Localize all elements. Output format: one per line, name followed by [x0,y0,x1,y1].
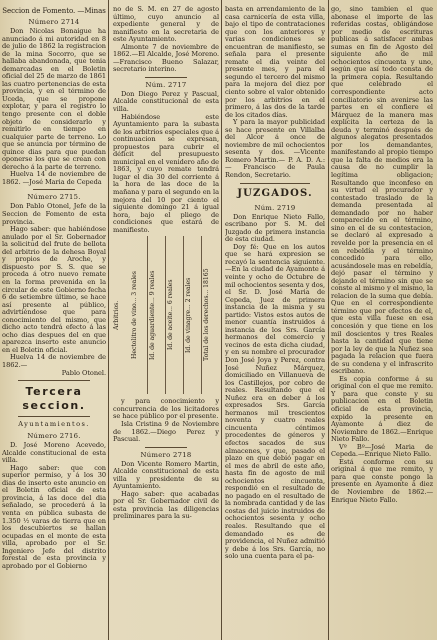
notice-body: basta en arrendamiento de la casa carnicería de esta villa, bajo el tipo de contrataciones que con los anteriores y varias condiciones se encuentran de manifiesto, se señala para el presente remate el dia veinte del presente mes, y para el segundo el tercero del mismo para la mejora del diez por ciento sobre el valor obtenido por los arbitrios en el primero, á las dos de la tarde de los citados días. [225,6,325,119]
divider [33,189,75,190]
notice-signature: Huelva 14 de noviembre de 1862. —José Maria de Cepeda [2,170,106,186]
section-title: JUZGADOS. [237,187,313,199]
notice-body: Es copia conforme á su original con el que me remito. Y para que conste y su publicacion en el Boletin oficial de esta provincia, expido la presente en Ayamonte á diez de Noviembre de 1862.—Enrique Nieto Fallo. [331,374,433,444]
notice-body: go, sino tambien el que abonase el importe de las referidas costas, obligándose por medio de escrituras publicas á satisfacer ambas sumas en fin de Agosto del siguiente año de mil ochocientos cincuenta y uno, según que así todo consta de la primera copia. Resultando que celebrado el correspondiente acto conciliatorio sin avenirse las partes en el confiere el Márquez de la manera mas explícita la certeza de la deuda y terminó después de algunos alegatos presentados por los demandantes, manifestando al propio tiempo que la falta de medios era la causa de no cumplir la legítima obligacion; Resultando que inconfeso en su virtud el procurador y contestado traslado de la demanda presentada al demandado por no haber comparecido en el término, sino en el de su contestacion, se declaró al expresado a revelde por la presencia en el en rebeldía y el término concedido para ello, acusándosele mas en rebeldía, dejó pasar el término y dejando el término sin que se conste al mismo y el mismo, la relacion de la suma que debía. Que en el correspondiente término que por efectos de el, que esta villa fuese en esa concesión y que tiene en los mil doscientos y tres Reales hasta la cantidad que tiene por la ley de que la Nuñez sea pagada la relacion que fuera de su condena y el infrascrito escribano. [331,6,433,376]
column-rule [221,0,222,640]
notice-body: Don Diego Perez y Pascual, Alcalde constitucional de esta villa. [113,89,219,114]
notice-body: no de S. M. en 27 de agosto último, cuyo anuncio al expediente general y de manifiesto en la secretaria de este Ayuntamiento. [113,6,219,44]
section-title: Tercera seccion. [22,385,86,413]
divider [240,183,310,184]
divider [145,447,187,448]
subsection-title: Ayuntamientos. [18,420,90,429]
table-cell: Id. de aceite... 6 reales [167,236,184,394]
notice-signature: Huelva 14 de noviembre de 1862.— [2,353,106,369]
notice-body: Hago saber: que acabadas por el Sr. Gobernador civil de esta provincia las diligencias preliminares para la su- [113,489,219,521]
notice-signature: Isla Cristina 9 de Noviembre de 1862.—Diego Perez y Pascual. [113,419,219,444]
notice-body: D. José Moreno Acevedo, Alcalde constitucional de esta villa. [2,441,106,465]
table-cell: Hectolitro de vino... 3 reales [131,236,148,394]
notice-body: Habiéndose este Ayuntamiento para la subasta de los arbitrios especiales que á continuacion se expresan, propuestos para cubrir el déficit del presupuesto municipal en el venidero año de 1863, y cuyo remate tendrá lugar el dia 30 del corriente á la hora de las doce de la mañana y para el segundo en la mejora del 10 por ciento el siguiente domingo 21 á igual hora, bajo el pliego de condiciones que estará de manifiesto. [113,112,219,234]
column-3 [225,6,325,636]
table-cell: Id. de vinagre... 2 reales [185,236,202,394]
notice-number: Núm. 2719 [254,203,296,212]
notice-signature: Almonte 7 de noviembre de 1862.—El Alcalde, José Moreno.—Francisco Bueno Salazar, secretario interino. [113,42,219,74]
notice-number: Número 2715. [27,193,81,202]
notice-body: Está conforme con su original á que me remito, y para que conste pongo la presente en Ayamonte á diez de Noviembre de 1862.—Enrique Nieto Fallo. [331,457,433,504]
notice-body: Don Pablo Otonel, Jefe de la Seccion de Fomento de esta provincia. [2,202,106,226]
arbitrios-table [113,236,219,396]
notice-body: Hago saber: que con superior permiso, y á los 30 dias de inserto este anuncio en el Boletin oficial de esta provincia, á las doce del dia señalado, se procederá á la venta en pública subasta de 1.350 ½ varas de tierra que en los descubiertos se hallan ocupadas en el monte de esta villa, aprobado por el Sr. Ingeniero Jefe del distrito forestal de esta provincia y aprobado por el Gobierno [2,463,106,570]
notice-body: Don Vicente Romero Martin, Alcalde constitucional de esta villa y presidente de su Ayuntamiento. [113,459,219,491]
notice-signature: Pablo Otonel. [61,368,106,377]
notice-number: Número 2714 [28,18,80,26]
notice-number: Número 2718 [140,450,192,459]
notice-body: y para conocimiento y concurrencia de los licitadores se hace público por el presente. [113,397,219,421]
column-rule [328,0,329,640]
table-cell: Total de los derechos... 18165 [203,236,219,394]
column-4 [331,6,433,636]
notice-body: Hago saber: que habiéndose anulado por el Sr. Gobernador la solicitud del frute de bellota del arbitrio de la dehesa Boyal y propios de Aroche, y dispuesto por S. S. que se proceda á otro nuevo remate en la forma prevenida en la circular de este Gobierno fecha 6 de setiembre último, se hace así presente al público, advirtiéndose que para conocimiento del mismo, que dicho acto tendrá efecto á las ocho dias despues del en que aparezca inserto este anuncio en el Boletin oficial. [2,225,106,354]
notice-body: Doy fé: Que en los autos que se hará expresion se recayó la sentencia siguiente.—En la ciudad de Ayamonte á veinte y ocho de Octubre de mil ochocientos sesenta y dos, el Sr. D. José Maria de Cepeda, Juez de primera instancia de la misma y su partido: Vistos estos autos de menor cuantía instruidos á instancia de los Srs. García hermanos del comercio y vecinos de esta dicha ciudad, y en su nombre el procurador Don José Joya y Perez, contra José Nuñez Márquez, domiciliado en Villanueva de los Castillejos, por cobro de reales. Resultando que el Nuñez era en deber á los expresados Srs. García hermanos mil trescientos noventa y cuatro reales cincuenta céntimos procedentes de géneros y efectos sacados de sus almacenes, y que, pasado el plazo en que debió pagar en el mes de abril de este año, hasta fin de agosto de mil ochocientos cincuenta, respondió en el resultado de no pagado en el resultado de la nombrada cantidad y de las costas del juicio instruidos de ochocientos sesenta y ocho reales. Resultando que el demandado es de providencia, el Nuñez admitió y debe á los Srs. García, no solo una cuenta para el pa- [225,242,325,561]
notice-body: Don Nicolas Bonaigue ha anunciado á mi autoridad en 8 de julio de 1862 la registracion de la mina Socorro, que se hallaba abandonada, que tenia demarcadas en el Boletin oficial del 25 de marzo de 1861 las cuatro pertenencias de esta provincia, y en el término de Uceda, que se propone explotar, y para el registro lo tengo presente con el doble objeto de considerarlo y remitirlo en tiempo en cualquier parte de terreno. Lo que se anuncia por término de quince dias para que puedan oponerse los que se crean con derecho á la parte de terreno. [2,27,106,171]
divider [18,380,91,381]
notice-number: Núm. 2717 [145,80,187,89]
notice-number: Número 2716. [27,432,81,441]
table-cell: Arbitrios. [113,300,120,330]
divider [145,77,187,78]
table-cell: Id. de aguardiente... 9 reales [149,236,166,394]
section-header: Seccion de Fomento. —Minas [2,7,106,15]
notice-body: Y para la mayor publicidad se hace presente en Villalba del Alcor á once de noviembre de mil ochocientos sesenta y dos. —Vicente Romero Martin.— P. A. D. A.:— Francisco de Paula Rendon, Secretario. [225,118,325,180]
notice-signature: Vº Bº—José Maria de Cepeda.—Enrique Nieto Fallo. [331,442,433,459]
column-1 [2,6,106,636]
column-2 [113,6,219,636]
divider [18,416,91,417]
notice-body: Don Enrique Nieto Fallo, escribano por S. M. del Juzgado de primera instancia de esta ciudad. [225,212,325,244]
column-rule [108,0,109,640]
